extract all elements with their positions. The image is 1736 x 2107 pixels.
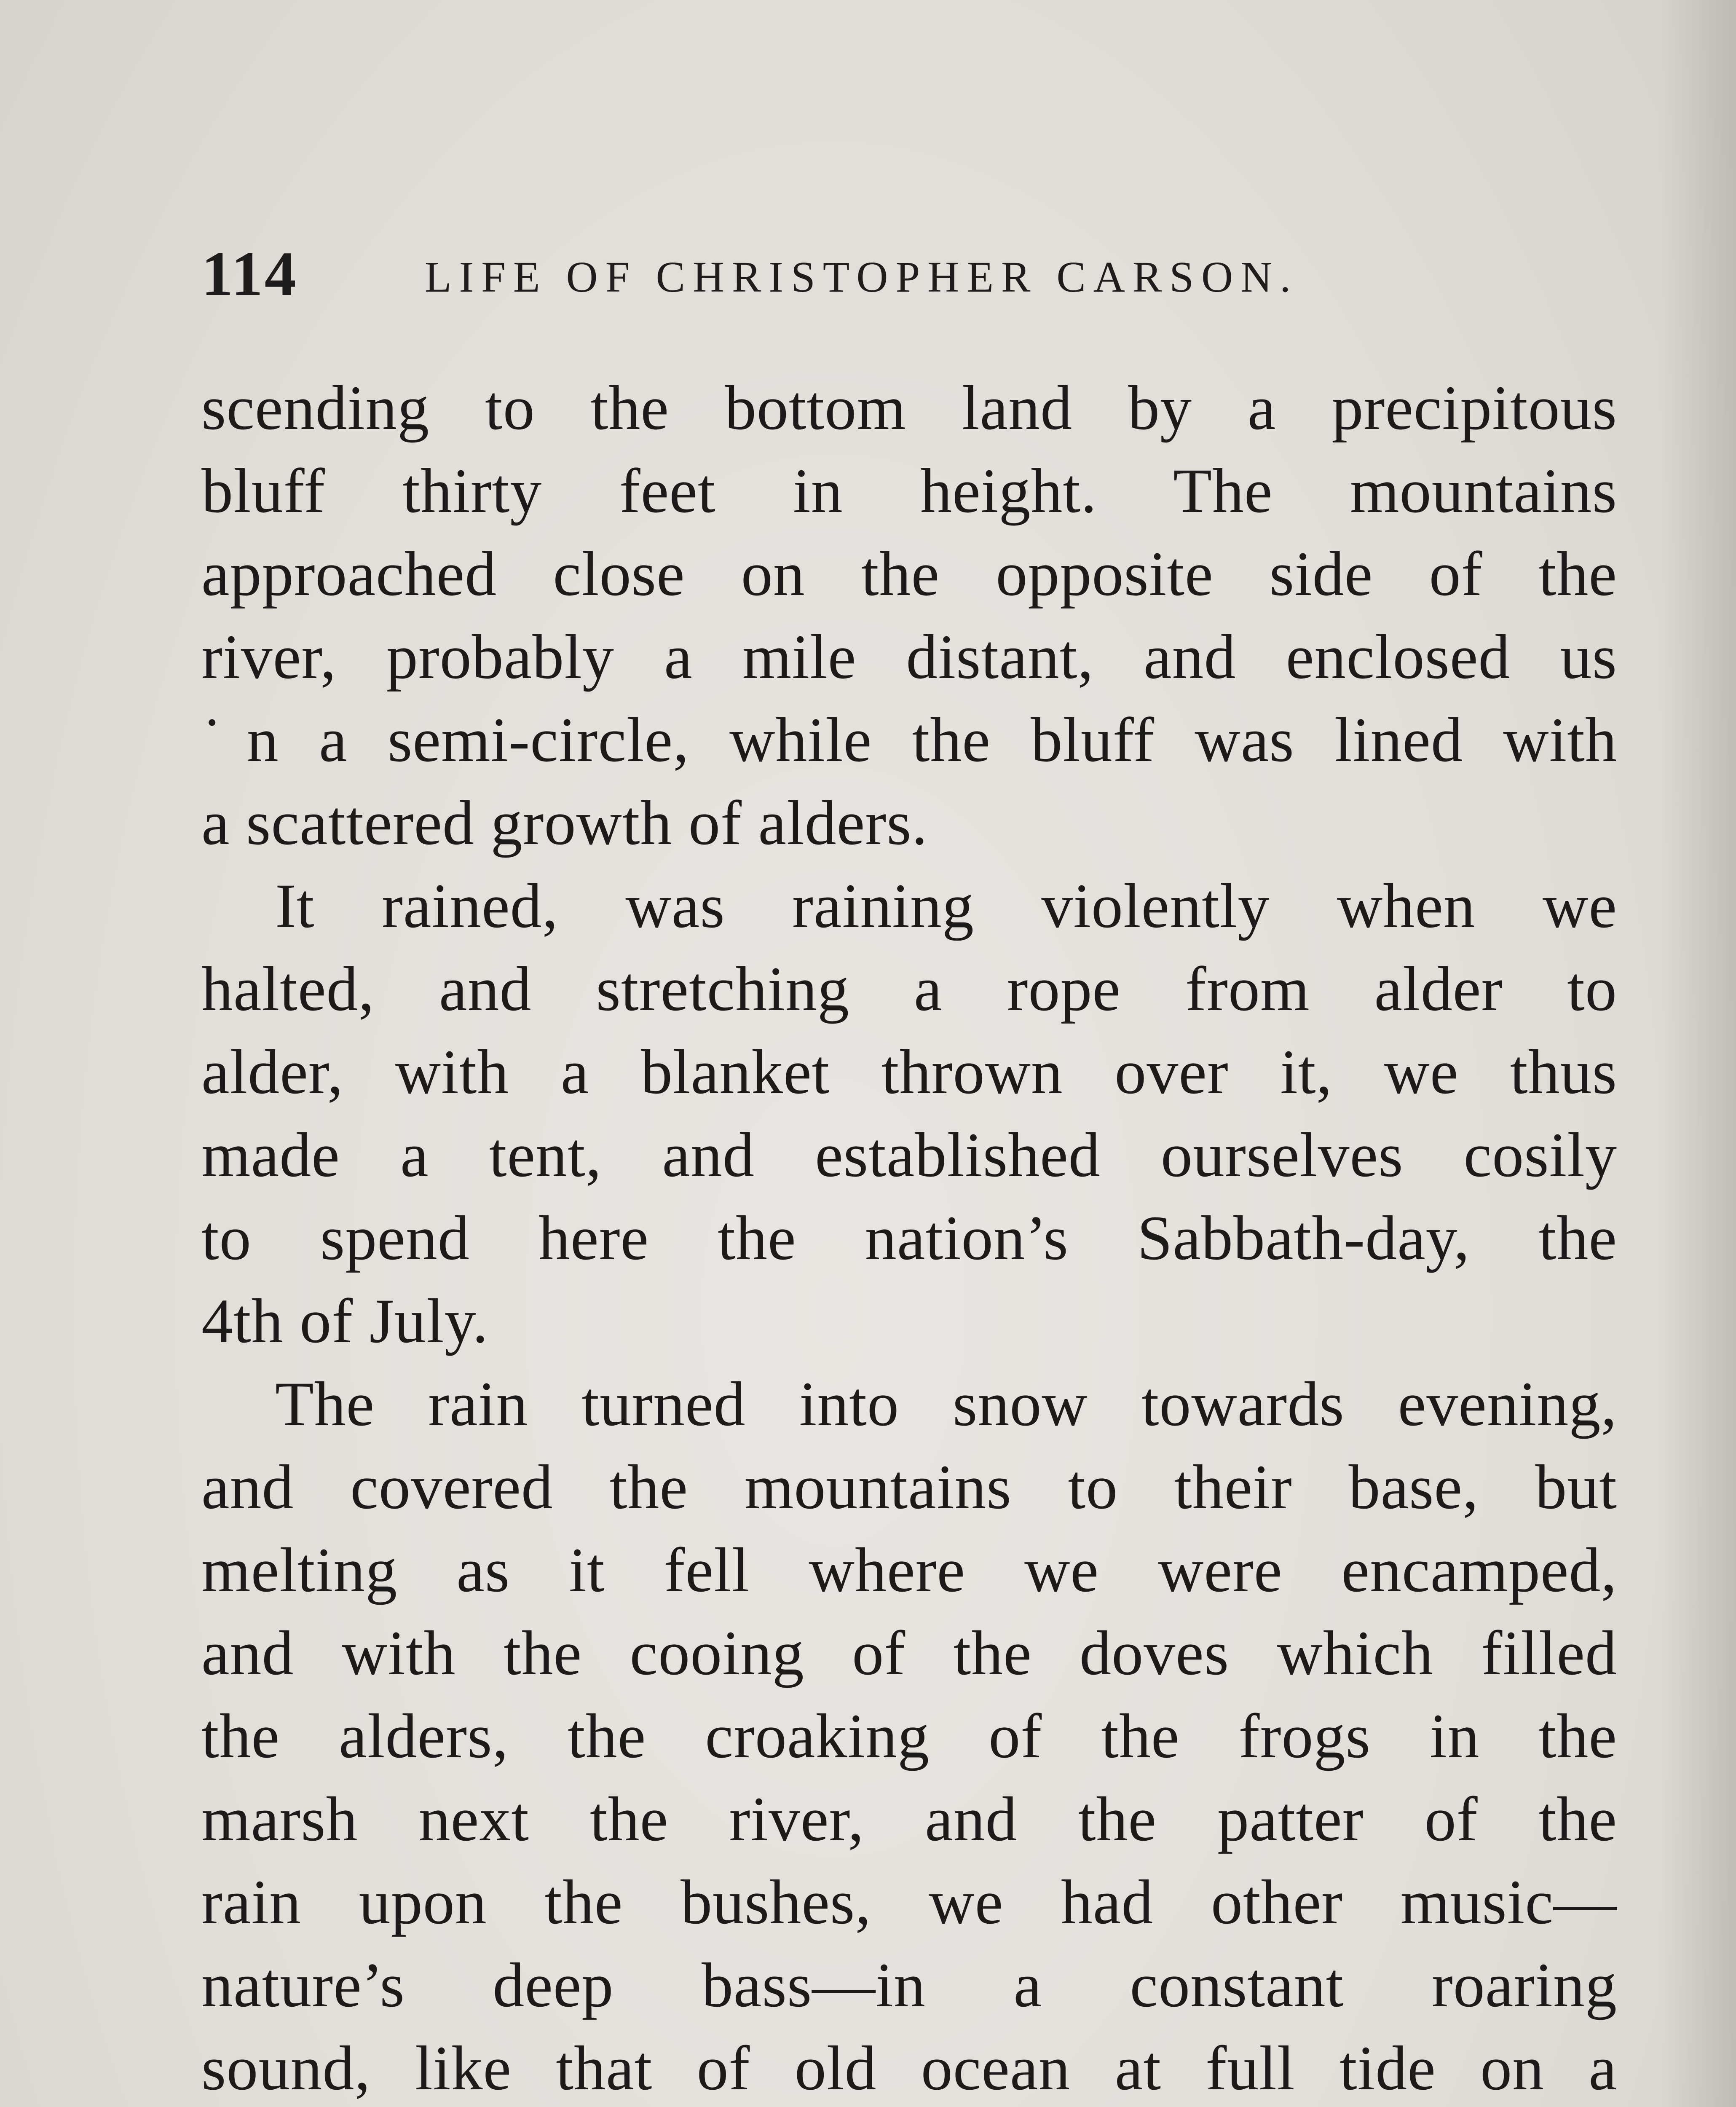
text-line: nature’s deep bass—in a constant roaring (201, 1950, 1617, 2020)
text-line: 4th of July. (201, 1286, 489, 1356)
running-head (201, 234, 1617, 314)
text-line: alder, with a blanket thrown over it, we thus (201, 1037, 1617, 1107)
text-line: It rained, was raining violently when we (275, 871, 1617, 941)
text-line: melting as it fell where we were encamped, (201, 1535, 1617, 1605)
text-line: bluff thirty feet in height. The mountains (201, 456, 1617, 526)
text-line: and with the cooing of the doves which filled (201, 1618, 1617, 1688)
text-line: scending to the bottom land by a precipitous (201, 373, 1617, 443)
text-line: a scattered growth of alders. (201, 788, 928, 858)
paragraph-2 (201, 865, 1617, 1363)
text-line: river, probably a mile distant, and enclosed us (201, 622, 1617, 692)
text-line: and covered the mountains to their base, but (201, 1452, 1617, 1522)
text-line: ˙n a semi-circle, while the bluff was lined with (201, 705, 1617, 775)
text-line: halted, and stretching a rope from alder to (201, 954, 1617, 1024)
paragraph-1 (201, 367, 1617, 865)
text-line: to spend here the nation’s Sabbath-day, the (201, 1203, 1617, 1273)
text-line: The rain turned into snow towards evening, (275, 1369, 1617, 1439)
page-number: 114 (201, 239, 298, 309)
text-line: the alders, the croaking of the frogs in the (201, 1701, 1617, 1771)
text-line: made a tent, and established ourselves cosily (201, 1120, 1617, 1190)
text-line: marsh next the river, and the patter of the (201, 1784, 1617, 1854)
text-line: rain upon the bushes, we had other music— (201, 1867, 1617, 1937)
body-text (201, 367, 1617, 2107)
text-line: approached close on the opposite side of the (201, 539, 1617, 609)
running-title: LIFE OF CHRISTOPHER CARSON. (425, 253, 1299, 301)
text-line: sound, like that of old ocean at full tide on a (201, 2033, 1617, 2103)
page-edge-shadow (1660, 0, 1736, 2107)
paragraph-3 (201, 1363, 1617, 2107)
